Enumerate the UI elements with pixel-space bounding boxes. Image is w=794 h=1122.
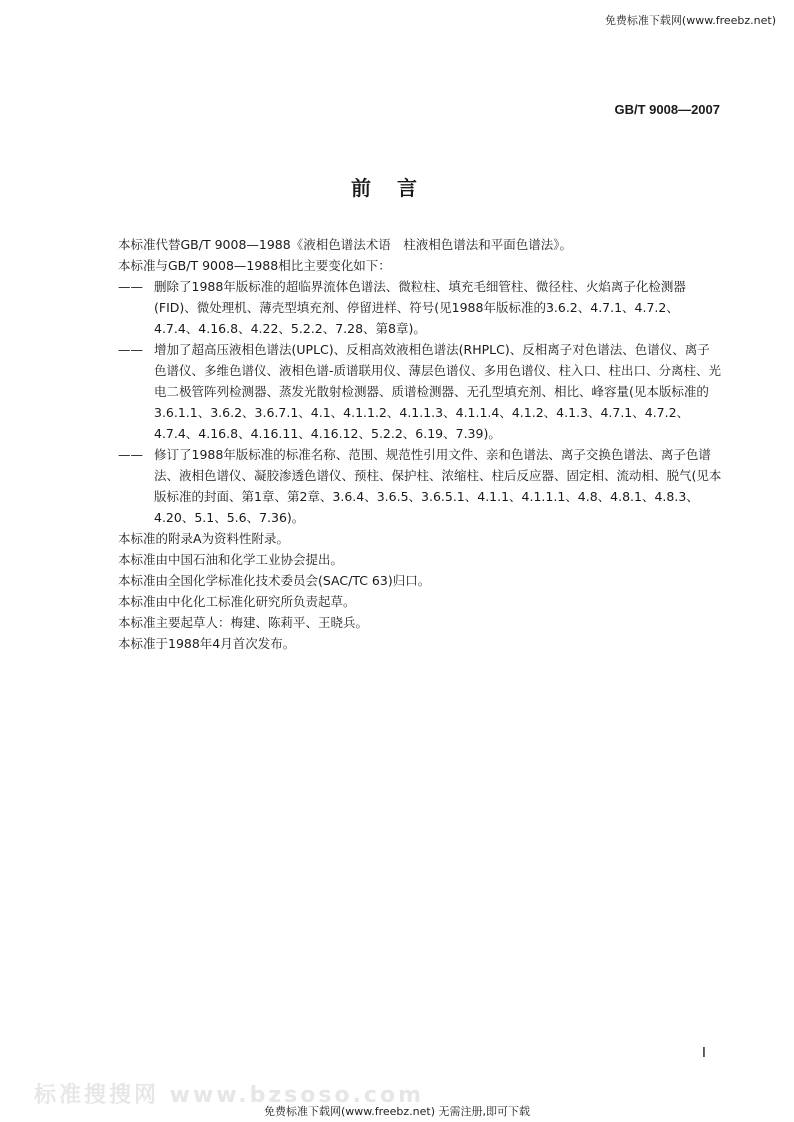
drafters-statement: 本标准主要起草人：梅建、陈莉平、王晓兵。	[118, 615, 369, 630]
replace-statement: 本标准代替GB/T 9008—1988《液相色谱法术语 柱液相色谱法和平面色谱法》。	[118, 237, 572, 252]
proposer-statement: 本标准由中国石油和化学工业协会提出。	[118, 552, 344, 567]
top-download-banner: 免费标准下载网(www.freebz.net)	[604, 14, 776, 27]
bottom-download-banner: 免费标准下载网(www.freebz.net) 无需注册,即可下载	[263, 1105, 531, 1118]
change-item-added	[118, 339, 722, 444]
page-number: Ⅰ	[701, 1046, 706, 1061]
item-dash: ——	[118, 279, 143, 294]
drafting-org-statement: 本标准由中化化工标准化研究所负责起草。	[118, 594, 356, 609]
change-item-deleted	[118, 276, 722, 339]
item-dash: ——	[118, 342, 143, 357]
item-text: 删除了1988年版标准的超临界流体色谱法、微粒柱、填充毛细管柱、微径柱、火焰离子化检测器(FID)、微处理机、薄壳型填充剂、停留进样、符号(见1988年版标准的3.6.2、4.7.1、4.7.2、4.7.4、4.16.8、4.22、5.2.2、7.28、第8章)。	[154, 279, 686, 336]
change-item-revised	[118, 444, 722, 528]
item-dash: ——	[118, 447, 143, 462]
item-text: 增加了超高压液相色谱法(UPLC)、反相高效液相色谱法(RHPLC)、反相离子对色谱法、色谱仪、离子色谱仪、多维色谱仪、液相色谱-质谱联用仪、薄层色谱仪、多用色谱仪、柱入口、柱出口、分离柱、光电二极管阵列检测器、蒸发光散射检测器、质谱检测器、无孔型填充剂、相比、峰容量(见本版标准的3.6.1.1、3.6.2、3.6.7.1、4.1、4.1.1.2、4.1.1.3、4.1.1.4、4.1.2、4.1.3、4.7.1、4.7.2、4.7.4、4.16.8、4.16.11、4.16.12、5.2.2、6.19、7.39)。	[154, 342, 722, 441]
first-issue-statement: 本标准于1988年4月首次发布。	[118, 636, 296, 651]
standard-code: GB/T 9008—2007	[614, 102, 720, 117]
committee-statement: 本标准由全国化学标准化技术委员会(SAC/TC 63)归口。	[118, 573, 431, 588]
changes-intro: 本标准与GB/T 9008—1988相比主要变化如下：	[118, 258, 391, 273]
item-text: 修订了1988年版标准的标准名称、范围、规范性引用文件、亲和色谱法、离子交换色谱法、离子色谱法、液相色谱仪、凝胶渗透色谱仪、预柱、保护柱、浓缩柱、柱后反应器、固定相、流动相、脱气(见本版标准的封面、第1章、第2章、3.6.4、3.6.5、3.6.5.1、4.1.1、4.1.1.1、4.8、4.8.1、4.8.3、4.20、5.1、5.6、7.36)。	[154, 447, 722, 525]
annex-statement: 本标准的附录A为资料性附录。	[118, 531, 290, 546]
foreword-body	[118, 234, 722, 654]
page-title: 前言	[351, 176, 443, 200]
site-watermark: 标准搜搜网 www.bzsoso.com	[34, 1083, 424, 1108]
